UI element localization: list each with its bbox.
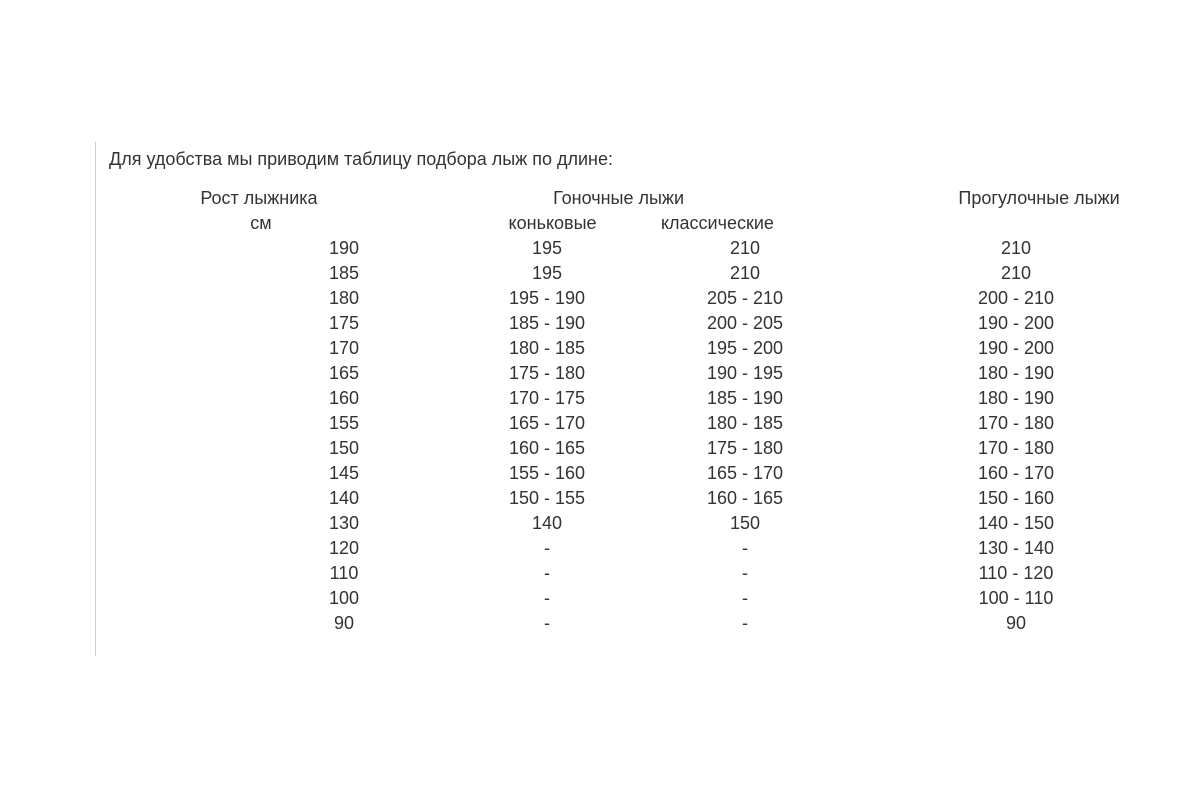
cell-classic-text: 195 - 200 <box>706 338 784 358</box>
table-row <box>96 311 1136 336</box>
cell-walking-text: 210 <box>1000 238 1032 258</box>
cell-skating <box>504 411 668 436</box>
cell-walking <box>950 361 1136 386</box>
cell-walking <box>950 311 1136 336</box>
table-row <box>96 611 1136 636</box>
cell-height <box>96 611 504 636</box>
cell-walking <box>950 611 1136 636</box>
cell-classic <box>667 361 950 386</box>
cell-skating-text: - <box>544 588 550 608</box>
header-row-2 <box>96 211 1136 236</box>
cell-height-text: 160 <box>328 388 360 408</box>
cell-height-text: 100 <box>328 588 360 608</box>
content-frame <box>95 142 1136 656</box>
cell-walking-text: 180 - 190 <box>977 388 1055 408</box>
cell-height-text: 190 <box>328 238 360 258</box>
cell-skating-text: 180 - 185 <box>508 338 586 358</box>
header-walking-empty <box>950 211 1136 236</box>
header-classic-label: классические <box>660 213 774 233</box>
cell-walking-text: 190 - 200 <box>977 338 1055 358</box>
cell-classic-text: 185 - 190 <box>706 388 784 408</box>
table-row <box>96 436 1136 461</box>
cell-walking-text: 170 - 180 <box>977 413 1055 433</box>
cell-height <box>96 311 504 336</box>
cell-classic <box>667 311 950 336</box>
cell-skating-text: 170 - 175 <box>508 388 586 408</box>
cell-skating <box>504 286 668 311</box>
table-row <box>96 386 1136 411</box>
cell-height-text: 150 <box>328 438 360 458</box>
cell-height <box>96 436 504 461</box>
cell-skating-text: 155 - 160 <box>508 463 586 483</box>
cell-classic-text: 210 <box>729 238 761 258</box>
cell-height <box>96 561 504 586</box>
cell-walking <box>950 486 1136 511</box>
cell-walking-text: 90 <box>1005 613 1027 633</box>
intro-text: Для удобства мы приводим таблицу подбора лыж по длине: <box>109 149 613 169</box>
cell-skating-text: 195 <box>531 238 563 258</box>
cell-walking <box>950 461 1136 486</box>
cell-walking-text: 170 - 180 <box>977 438 1055 458</box>
cell-skating-text: - <box>544 538 550 558</box>
cell-walking-text: 150 - 160 <box>977 488 1055 508</box>
cell-classic-text: - <box>742 613 748 633</box>
cell-classic-text: 190 - 195 <box>706 363 784 383</box>
cell-height-text: 110 <box>329 563 359 583</box>
cell-height <box>96 586 504 611</box>
cell-walking <box>950 511 1136 536</box>
cell-skating <box>504 361 668 386</box>
cell-walking-text: 100 - 110 <box>978 588 1054 608</box>
table-row <box>96 511 1136 536</box>
header-racing-skis-label: Гоночные лыжи <box>553 188 685 208</box>
cell-walking <box>950 236 1136 261</box>
cell-skating <box>504 586 668 611</box>
cell-skating <box>504 461 668 486</box>
cell-walking <box>950 386 1136 411</box>
cell-classic <box>667 561 950 586</box>
cell-height-text: 175 <box>328 313 360 333</box>
cell-classic <box>667 236 950 261</box>
cell-skating-text: 195 - 190 <box>508 288 586 308</box>
cell-skating-text: 165 - 170 <box>508 413 586 433</box>
cell-height-text: 130 <box>328 513 360 533</box>
header-walking-skis: Прогулочные лыжи <box>958 188 1120 208</box>
cell-height <box>96 461 504 486</box>
cell-walking-text: 190 - 200 <box>977 313 1055 333</box>
cell-walking-text: 200 - 210 <box>977 288 1055 308</box>
cell-height-text: 170 <box>328 338 360 358</box>
table-row <box>96 336 1136 361</box>
cell-height-text: 90 <box>333 613 355 633</box>
cell-walking <box>950 286 1136 311</box>
cell-classic-text: 150 <box>729 513 761 533</box>
header-skier-height: Рост лыжника <box>200 188 318 208</box>
cell-classic-text: 200 - 205 <box>706 313 784 333</box>
cell-classic <box>667 386 950 411</box>
cell-walking-text: 160 - 170 <box>977 463 1055 483</box>
cell-skating <box>504 611 668 636</box>
cell-walking-text: 110 - 120 <box>978 563 1054 583</box>
header-classic <box>660 211 950 236</box>
cell-classic-text: 210 <box>729 263 761 283</box>
cell-skating <box>504 436 668 461</box>
cell-skating <box>504 386 668 411</box>
cell-skating-text: 150 - 155 <box>508 488 586 508</box>
cell-classic <box>667 261 950 286</box>
cell-walking <box>950 586 1136 611</box>
cell-walking <box>950 536 1136 561</box>
cell-classic <box>667 611 950 636</box>
cell-skating <box>504 261 668 286</box>
table-row <box>96 261 1136 286</box>
table-row <box>96 561 1136 586</box>
cell-classic-text: 160 - 165 <box>706 488 784 508</box>
cell-skating-text: 185 - 190 <box>508 313 586 333</box>
cell-height-text: 155 <box>328 413 360 433</box>
header-height-unit: см <box>250 213 272 233</box>
cell-skating-text: 175 - 180 <box>508 363 586 383</box>
cell-classic <box>667 286 950 311</box>
cell-walking <box>950 261 1136 286</box>
table-row <box>96 536 1136 561</box>
ski-size-table <box>96 186 1136 636</box>
table-row <box>96 461 1136 486</box>
cell-walking <box>950 411 1136 436</box>
cell-skating-text: 195 <box>531 263 563 283</box>
cell-height-text: 140 <box>328 488 360 508</box>
table-row <box>96 361 1136 386</box>
cell-skating-text: 140 <box>531 513 563 533</box>
cell-classic-text: 205 - 210 <box>706 288 784 308</box>
cell-classic <box>667 436 950 461</box>
cell-walking-text: 210 <box>1000 263 1032 283</box>
cell-classic <box>667 536 950 561</box>
cell-height <box>96 236 504 261</box>
cell-classic <box>667 586 950 611</box>
table-row <box>96 411 1136 436</box>
table-row <box>96 236 1136 261</box>
cell-classic <box>667 461 950 486</box>
cell-height-text: 185 <box>328 263 360 283</box>
cell-walking-text: 130 - 140 <box>977 538 1055 558</box>
cell-skating <box>504 236 668 261</box>
cell-height <box>96 386 504 411</box>
cell-skating <box>504 561 668 586</box>
cell-classic-text: - <box>742 588 748 608</box>
cell-height <box>96 261 504 286</box>
cell-height <box>96 336 504 361</box>
cell-height-text: 180 <box>328 288 360 308</box>
cell-height <box>96 536 504 561</box>
cell-height <box>96 511 504 536</box>
cell-walking <box>950 561 1136 586</box>
cell-walking <box>950 336 1136 361</box>
header-racing-skis <box>504 186 951 211</box>
table-row <box>96 586 1136 611</box>
header-row-1 <box>96 186 1136 211</box>
cell-classic <box>667 411 950 436</box>
cell-classic-text: 165 - 170 <box>706 463 784 483</box>
cell-height <box>96 411 504 436</box>
cell-skating-text: - <box>544 613 550 633</box>
cell-classic <box>667 486 950 511</box>
cell-skating <box>504 486 668 511</box>
cell-skating <box>504 336 668 361</box>
cell-classic-text: 180 - 185 <box>706 413 784 433</box>
cell-classic-text: 175 - 180 <box>706 438 784 458</box>
cell-classic-text: - <box>742 538 748 558</box>
cell-skating <box>504 511 668 536</box>
cell-height <box>96 486 504 511</box>
cell-classic <box>667 511 950 536</box>
cell-classic-text: - <box>742 563 748 583</box>
cell-height-text: 165 <box>328 363 360 383</box>
cell-skating <box>504 311 668 336</box>
cell-height-text: 120 <box>328 538 360 558</box>
table-row <box>96 286 1136 311</box>
cell-classic <box>667 336 950 361</box>
cell-walking <box>950 436 1136 461</box>
table-row <box>96 486 1136 511</box>
cell-height <box>96 361 504 386</box>
cell-skating-text: - <box>544 563 550 583</box>
cell-height <box>96 286 504 311</box>
cell-skating <box>504 536 668 561</box>
cell-walking-text: 180 - 190 <box>977 363 1055 383</box>
cell-height-text: 145 <box>328 463 360 483</box>
cell-walking-text: 140 - 150 <box>977 513 1055 533</box>
header-skating-label: коньковые <box>508 213 597 233</box>
cell-skating-text: 160 - 165 <box>508 438 586 458</box>
